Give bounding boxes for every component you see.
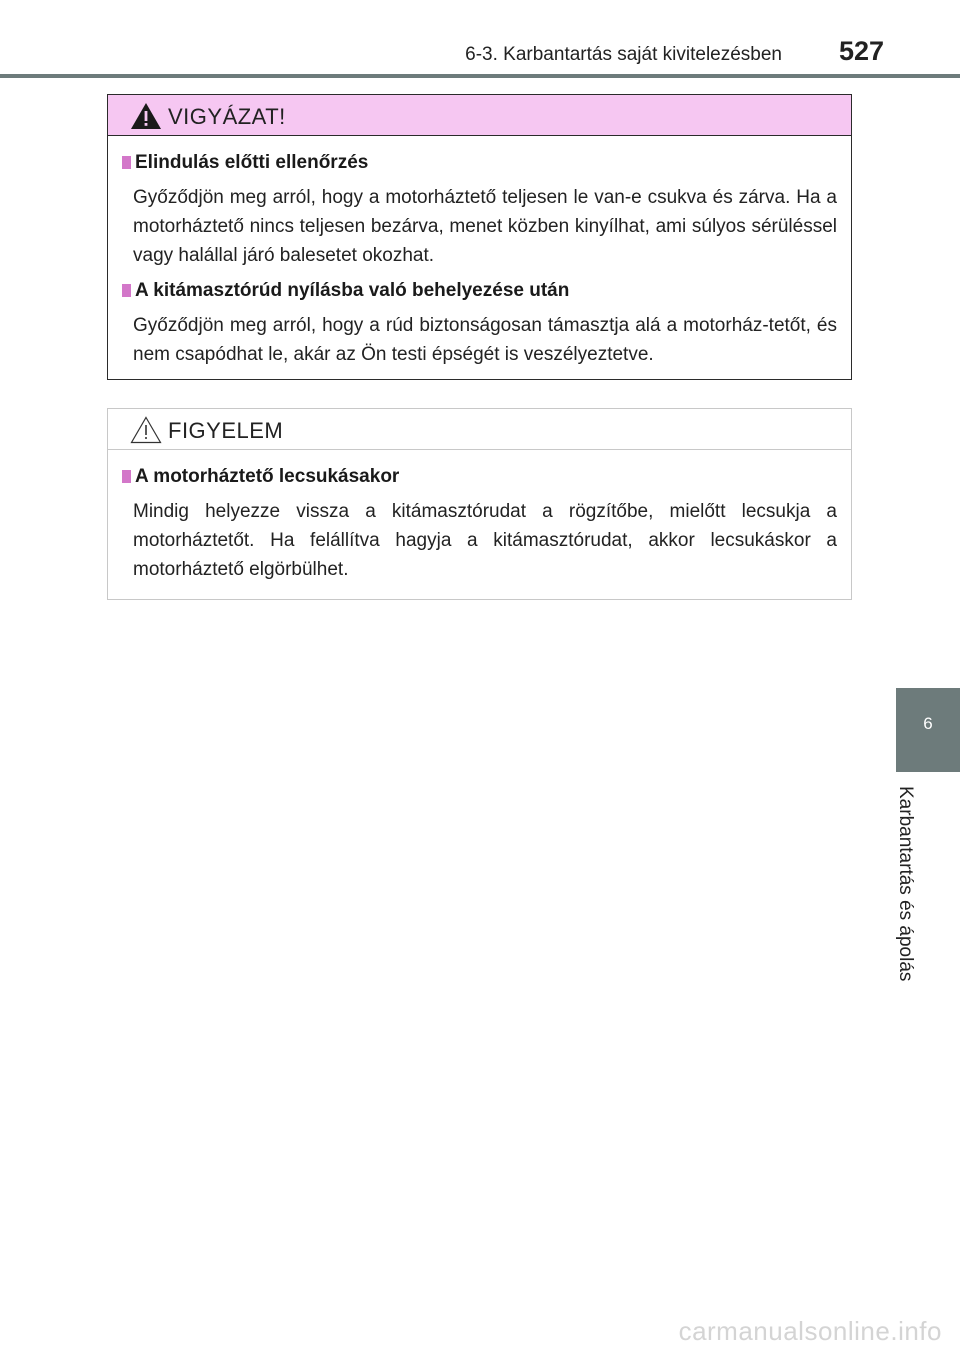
chapter-number: 6 (923, 714, 933, 733)
notice-box (107, 408, 852, 600)
warning-item-title-text: A kitámasztórúd nyílásba való behelyezése után (135, 280, 570, 301)
page-number: 527 (838, 36, 884, 66)
warning-item-body: Győződjön meg arról, hogy a motorháztető teljesen le van-e csukva és zárva. Ha a motorháztető nincs teljesen bezárva, menet közben kinyílhat, ami súlyos sérüléssel vagy halállal járó balesetet okozhat. (133, 187, 837, 266)
bullet-square-icon (122, 156, 131, 169)
header-rule (0, 74, 960, 78)
watermark: carmanualsonline.info (678, 1316, 942, 1346)
chapter-label: Karbantartás és ápolás (895, 786, 916, 982)
bullet-square-icon (122, 470, 131, 483)
page-header (0, 0, 960, 80)
notice-box-title: FIGYELEM (168, 418, 284, 443)
notice-item-body: Mindig helyezze vissza a kitámasztórudat a rögzítőbe, mielőtt lecsukja a motorháztetőt. Ha felállítva hagyja a kitámasztórudat, akkor lecsukáskor a motorháztető elgörbülhet. (133, 501, 837, 580)
notice-item-title-text: A motorháztető lecsukásakor (135, 466, 400, 487)
warning-item-body: Győződjön meg arról, hogy a rúd biztonságosan támasztja alá a motorház-tetőt, és nem csapódhat le, akár az Ön testi épségét is veszélyeztetve. (133, 315, 837, 365)
warning-box (107, 94, 852, 380)
warning-box-header (108, 95, 851, 136)
section-title: 6-3. Karbantartás saját kivitelezésben (465, 44, 782, 65)
warning-item-title (122, 152, 837, 174)
warning-triangle-icon (130, 102, 162, 130)
warning-item-title (122, 280, 837, 302)
notice-item-title (122, 466, 837, 488)
notice-items (108, 450, 851, 584)
warning-items (108, 136, 851, 369)
notice-box-header (108, 409, 851, 450)
bullet-square-icon (122, 284, 131, 297)
warning-triangle-outline-icon (130, 416, 162, 444)
warning-item-title-text: Elindulás előtti ellenőrzés (135, 152, 369, 173)
chapter-tab (896, 688, 960, 772)
warning-box-title: VIGYÁZAT! (168, 104, 286, 129)
